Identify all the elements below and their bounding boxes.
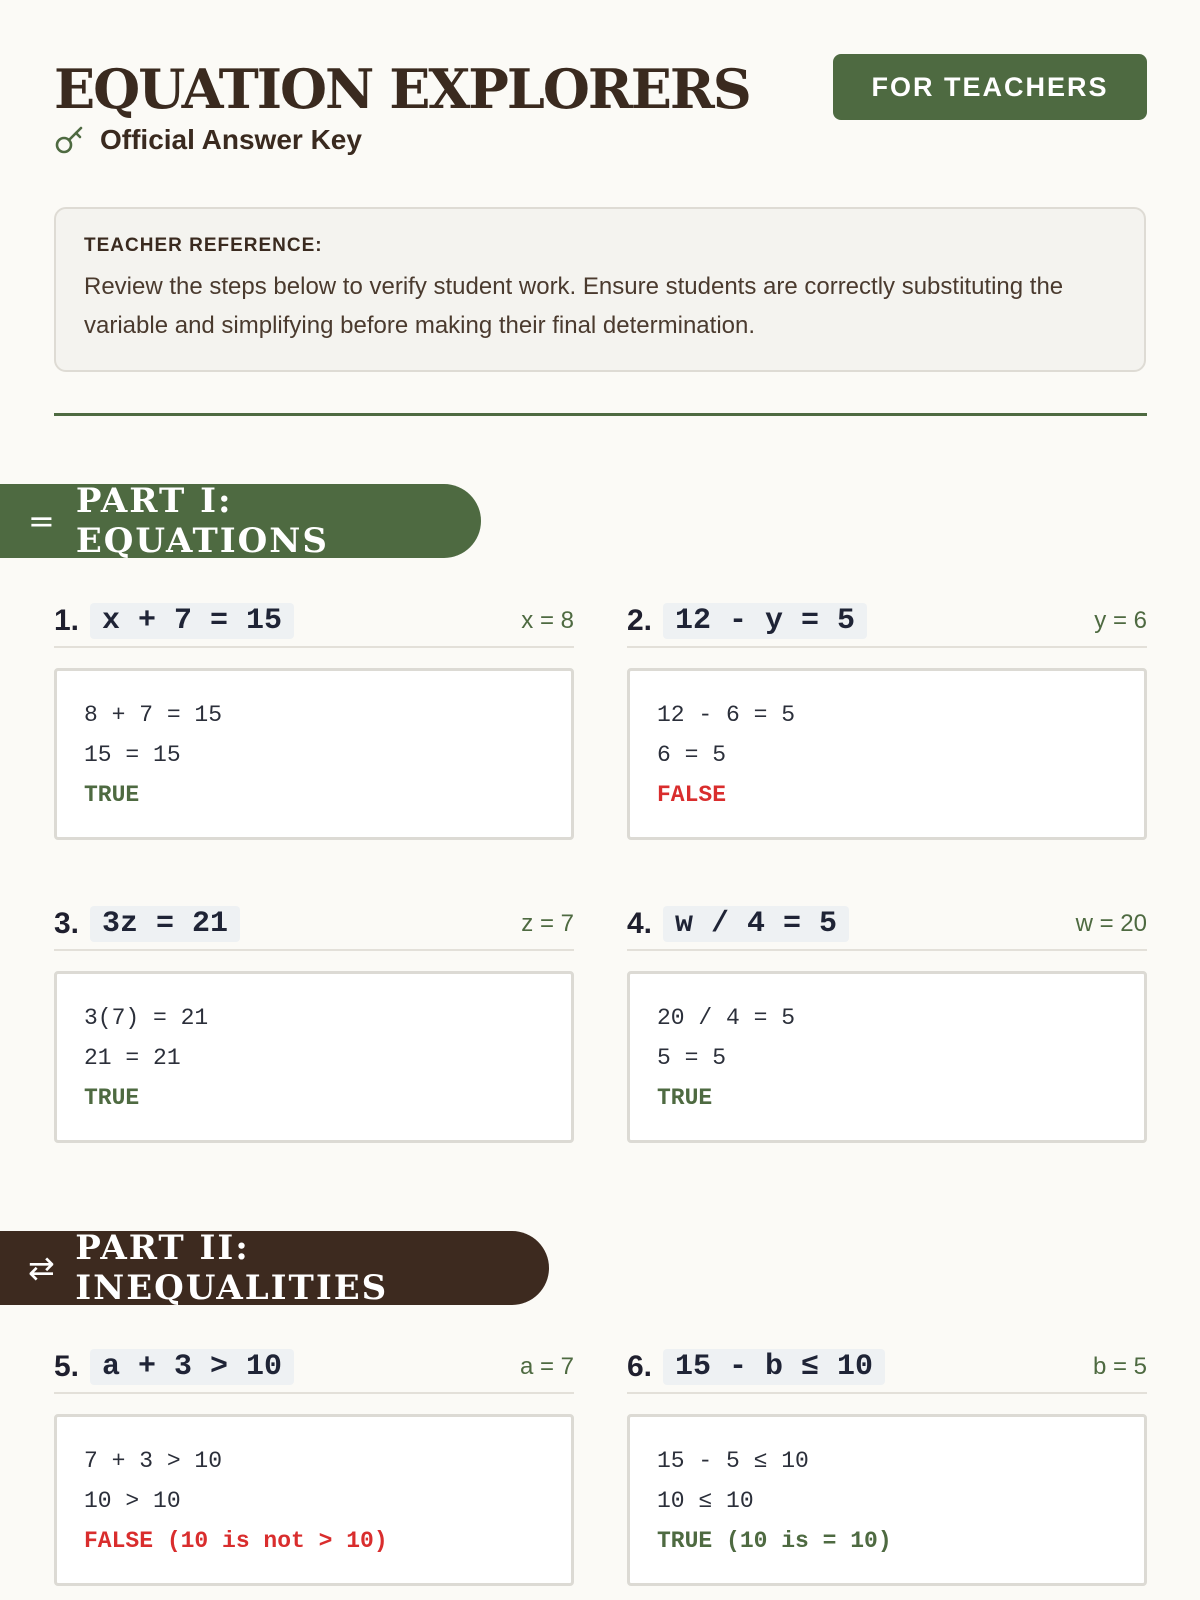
part-2-title: PART II: INEQUALITIES bbox=[75, 1228, 389, 1308]
section-divider bbox=[54, 413, 1147, 416]
problem-number: 4. bbox=[627, 907, 653, 940]
given-value: b = 5 bbox=[1092, 1353, 1147, 1380]
work-box bbox=[627, 1414, 1147, 1586]
given-value: y = 6 bbox=[1094, 607, 1147, 634]
problem-expression: x + 7 = 15 bbox=[90, 603, 294, 639]
part-1-title: PART I: EQUATIONS bbox=[75, 481, 329, 561]
problem-expression: w / 4 = 5 bbox=[663, 906, 849, 942]
work-step: 6 = 5 bbox=[657, 742, 727, 768]
problem-1 bbox=[54, 596, 574, 840]
page-title: EQUATION EXPLORERS bbox=[54, 57, 750, 121]
equals-icon: = bbox=[28, 502, 55, 540]
work-box bbox=[54, 668, 574, 840]
problem-expression: a + 3 > 10 bbox=[90, 1349, 294, 1385]
work-step: 7 + 3 > 10 bbox=[84, 1448, 223, 1474]
work-result: FALSE (10 is not > 10) bbox=[84, 1528, 388, 1554]
swap-arrows-icon: ⇄ bbox=[28, 1249, 55, 1287]
work-step: 8 + 7 = 15 bbox=[84, 702, 223, 728]
problem-header bbox=[627, 899, 1147, 951]
problem-header bbox=[627, 1342, 1147, 1394]
work-result: FALSE bbox=[657, 782, 727, 808]
problem-2 bbox=[627, 596, 1147, 840]
problem-expression: 3z = 21 bbox=[90, 906, 240, 942]
given-value: w = 20 bbox=[1075, 910, 1147, 937]
work-box bbox=[627, 668, 1147, 840]
subtitle-text: Official Answer Key bbox=[100, 124, 362, 155]
problem-expression: 15 - b ≤ 10 bbox=[663, 1349, 885, 1385]
problem-number: 6. bbox=[627, 1350, 653, 1383]
given-value: z = 7 bbox=[521, 910, 574, 937]
reference-text: Review the steps below to verify student work. Ensure students are correctly substituting the variable and simplifying before making their final determination. bbox=[84, 273, 1064, 339]
part-1-banner bbox=[0, 481, 481, 561]
work-step: 10 ≤ 10 bbox=[657, 1488, 754, 1514]
work-box bbox=[627, 971, 1147, 1143]
work-box bbox=[54, 971, 574, 1143]
work-result: TRUE bbox=[84, 1085, 140, 1111]
key-icon bbox=[54, 124, 86, 156]
problem-4 bbox=[627, 899, 1147, 1143]
problem-number: 1. bbox=[54, 604, 80, 637]
problem-6 bbox=[627, 1342, 1147, 1586]
given-value: a = 7 bbox=[519, 1353, 574, 1380]
given-value: x = 8 bbox=[521, 607, 574, 634]
problem-header bbox=[54, 899, 574, 951]
problem-header bbox=[627, 596, 1147, 648]
work-step: 20 / 4 = 5 bbox=[657, 1005, 796, 1031]
work-step: 12 - 6 = 5 bbox=[657, 702, 796, 728]
work-result: TRUE (10 is = 10) bbox=[657, 1528, 892, 1554]
work-step: 5 = 5 bbox=[657, 1045, 727, 1071]
problem-5 bbox=[54, 1342, 574, 1586]
teacher-reference-box bbox=[54, 207, 1146, 372]
part-2-banner bbox=[0, 1228, 549, 1308]
work-result: TRUE bbox=[84, 782, 140, 808]
problem-expression: 12 - y = 5 bbox=[663, 603, 867, 639]
subtitle bbox=[54, 124, 362, 156]
reference-label: TEACHER REFERENCE: bbox=[84, 235, 323, 256]
work-step: 3(7) = 21 bbox=[84, 1005, 209, 1031]
problem-number: 5. bbox=[54, 1350, 80, 1383]
work-step: 21 = 21 bbox=[84, 1045, 181, 1071]
work-step: 10 > 10 bbox=[84, 1488, 181, 1514]
problem-number: 3. bbox=[54, 907, 80, 940]
work-box bbox=[54, 1414, 574, 1586]
for-teachers-button[interactable]: FOR TEACHERS bbox=[833, 54, 1147, 120]
problem-header bbox=[54, 1342, 574, 1394]
problem-header bbox=[54, 596, 574, 648]
problem-3 bbox=[54, 899, 574, 1143]
problem-number: 2. bbox=[627, 604, 653, 637]
work-step: 15 = 15 bbox=[84, 742, 181, 768]
work-step: 15 - 5 ≤ 10 bbox=[657, 1448, 809, 1474]
work-result: TRUE bbox=[657, 1085, 713, 1111]
